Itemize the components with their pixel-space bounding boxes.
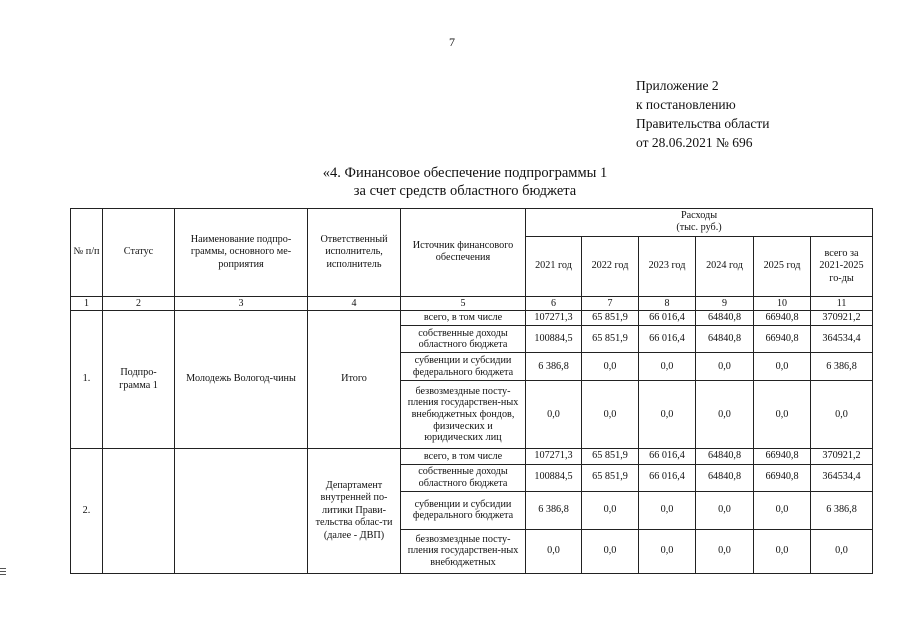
value-cell: 107271,3	[526, 449, 582, 464]
value-cell: 0,0	[582, 491, 639, 529]
column-number: 1	[71, 296, 103, 310]
appendix-line: к постановлению	[636, 97, 736, 112]
value-cell: 65 851,9	[582, 464, 639, 491]
value-cell: 0,0	[696, 529, 754, 573]
row-source: всего, в том числе	[401, 310, 526, 325]
column-number: 6	[526, 296, 582, 310]
column-number: 10	[754, 296, 811, 310]
value-cell: 0,0	[639, 353, 696, 381]
value-cell: 66 016,4	[639, 464, 696, 491]
title-line: «4. Финансовое обеспечение подпрограммы 1	[322, 165, 608, 181]
column-number: 9	[696, 296, 754, 310]
appendix-line: Правительства области	[636, 116, 770, 131]
row-source: субвенции и субсидии федерального бюджета	[401, 491, 526, 529]
value-cell: 65 851,9	[582, 326, 639, 353]
value-cell: 65 851,9	[582, 310, 639, 325]
row-source: безвозмездные посту-пления государствен-ных внебюджетных фондов, физических и юридических лиц	[401, 381, 526, 449]
value-cell: 0,0	[639, 529, 696, 573]
value-cell: 370921,2	[811, 449, 873, 464]
row-status: Подпро-грамма 1	[103, 310, 175, 448]
value-cell: 6 386,8	[526, 491, 582, 529]
value-cell: 6 386,8	[811, 491, 873, 529]
header-year: 2021 год	[526, 236, 582, 296]
row-source: субвенции и субсидии федерального бюджета	[401, 353, 526, 381]
column-number: 8	[639, 296, 696, 310]
table-row	[71, 310, 873, 325]
value-cell: 0,0	[696, 353, 754, 381]
value-cell: 66 016,4	[639, 310, 696, 325]
header-total: всего за 2021-2025 го-ды	[811, 236, 873, 296]
value-cell: 0,0	[526, 529, 582, 573]
header-name: Наименование подпро-граммы, основного ме-роприятия	[175, 209, 308, 297]
value-cell: 0,0	[754, 353, 811, 381]
header-year: 2025 год	[754, 236, 811, 296]
value-cell: 0,0	[754, 491, 811, 529]
appendix-block	[636, 76, 769, 152]
row-status	[103, 449, 175, 573]
row-number: 2.	[71, 449, 103, 573]
value-cell: 0,0	[811, 381, 873, 449]
column-number: 5	[401, 296, 526, 310]
row-source: всего, в том числе	[401, 449, 526, 464]
column-number: 2	[103, 296, 175, 310]
value-cell: 64840,8	[696, 310, 754, 325]
value-cell: 6 386,8	[811, 353, 873, 381]
value-cell: 0,0	[582, 529, 639, 573]
row-name	[175, 449, 308, 573]
value-cell: 0,0	[696, 491, 754, 529]
column-number: 11	[811, 296, 873, 310]
row-name: Молодежь Вологод-чины	[175, 310, 308, 448]
row-executor: Итого	[308, 310, 401, 448]
value-cell: 66940,8	[754, 449, 811, 464]
value-cell: 0,0	[754, 381, 811, 449]
header-year: 2023 год	[639, 236, 696, 296]
row-number: 1.	[71, 310, 103, 448]
value-cell: 0,0	[526, 381, 582, 449]
value-cell: 370921,2	[811, 310, 873, 325]
expenses-unit: (тыс. руб.)	[676, 222, 722, 234]
value-cell: 64840,8	[696, 449, 754, 464]
value-cell: 66940,8	[754, 326, 811, 353]
value-cell: 364534,4	[811, 464, 873, 491]
header-expenses	[526, 209, 873, 237]
header-year: 2024 год	[696, 236, 754, 296]
title-line: за счет средств областного бюджета	[353, 183, 577, 199]
value-cell: 66 016,4	[639, 449, 696, 464]
value-cell: 6 386,8	[526, 353, 582, 381]
value-cell: 64840,8	[696, 326, 754, 353]
value-cell: 0,0	[639, 491, 696, 529]
header-num: № п/п	[71, 209, 103, 297]
header-source: Источник финансового обеспечения	[401, 209, 526, 297]
document-title	[250, 164, 680, 200]
value-cell: 0,0	[811, 529, 873, 573]
column-number: 7	[582, 296, 639, 310]
header-status: Статус	[103, 209, 175, 297]
value-cell: 100884,5	[526, 326, 582, 353]
value-cell: 100884,5	[526, 464, 582, 491]
value-cell: 66940,8	[754, 464, 811, 491]
value-cell: 0,0	[754, 529, 811, 573]
value-cell: 107271,3	[526, 310, 582, 325]
value-cell: 0,0	[639, 381, 696, 449]
header-executor: Ответственный исполнитель, исполнитель	[308, 209, 401, 297]
scan-edge-mark	[0, 568, 6, 577]
value-cell: 0,0	[582, 353, 639, 381]
value-cell: 66 016,4	[639, 326, 696, 353]
value-cell: 0,0	[582, 381, 639, 449]
value-cell: 65 851,9	[582, 449, 639, 464]
row-source: безвозмездные посту-пления государствен-ных внебюджетных	[401, 529, 526, 573]
page-number: 7	[449, 35, 455, 49]
row-executor: Департамент внутренней по-литики Прави-тельства облас-ти (далее - ДВП)	[308, 449, 401, 573]
row-source: собственные доходы областного бюджета	[401, 326, 526, 353]
table-row	[71, 449, 873, 464]
value-cell: 66940,8	[754, 310, 811, 325]
appendix-line: Приложение 2	[636, 78, 719, 93]
value-cell: 364534,4	[811, 326, 873, 353]
expenses-label: Расходы	[680, 210, 718, 221]
financing-table	[70, 208, 873, 574]
column-number: 3	[175, 296, 308, 310]
row-source: собственные доходы областного бюджета	[401, 464, 526, 491]
value-cell: 0,0	[696, 381, 754, 449]
column-number: 4	[308, 296, 401, 310]
appendix-line: от 28.06.2021 № 696	[636, 135, 753, 150]
value-cell: 64840,8	[696, 464, 754, 491]
header-year: 2022 год	[582, 236, 639, 296]
